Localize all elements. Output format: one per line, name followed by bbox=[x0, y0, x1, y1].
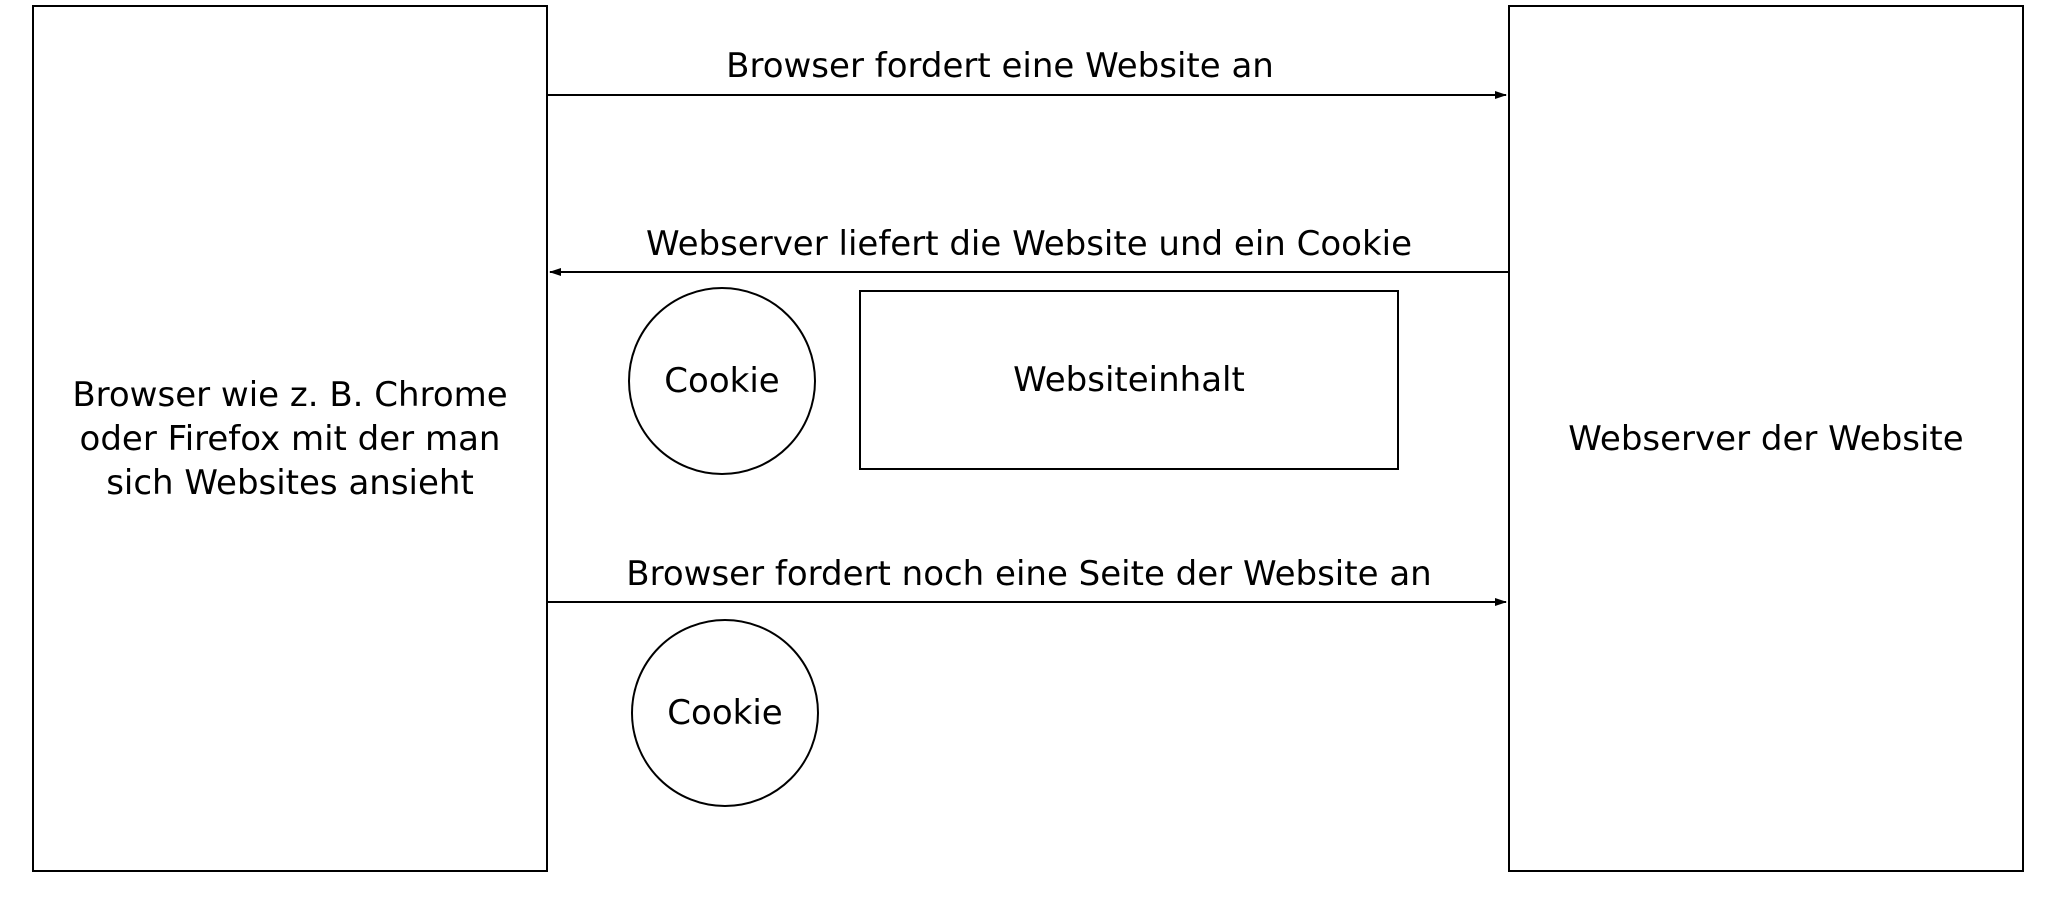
browser-node-label: Browser wie z. B. Chrome oder Firefox mit der man sich Websites ansieht bbox=[72, 374, 508, 503]
website-content-node bbox=[859, 290, 1399, 470]
webserver-node-label: Webserver der Website bbox=[1568, 418, 1964, 459]
cookie-response-node bbox=[628, 287, 816, 475]
request-arrow-2-label: Browser fordert noch eine Seite der Website an bbox=[626, 554, 1432, 594]
request-arrow-1-label: Browser fordert eine Website an bbox=[726, 46, 1274, 86]
website-content-label: Websiteinhalt bbox=[1013, 360, 1245, 400]
cookie-request-node bbox=[631, 619, 819, 807]
cookie-response-label: Cookie bbox=[664, 361, 780, 401]
response-arrow-label: Webserver liefert die Website und ein Cookie bbox=[645, 224, 1413, 264]
cookie-request-label: Cookie bbox=[667, 693, 783, 733]
